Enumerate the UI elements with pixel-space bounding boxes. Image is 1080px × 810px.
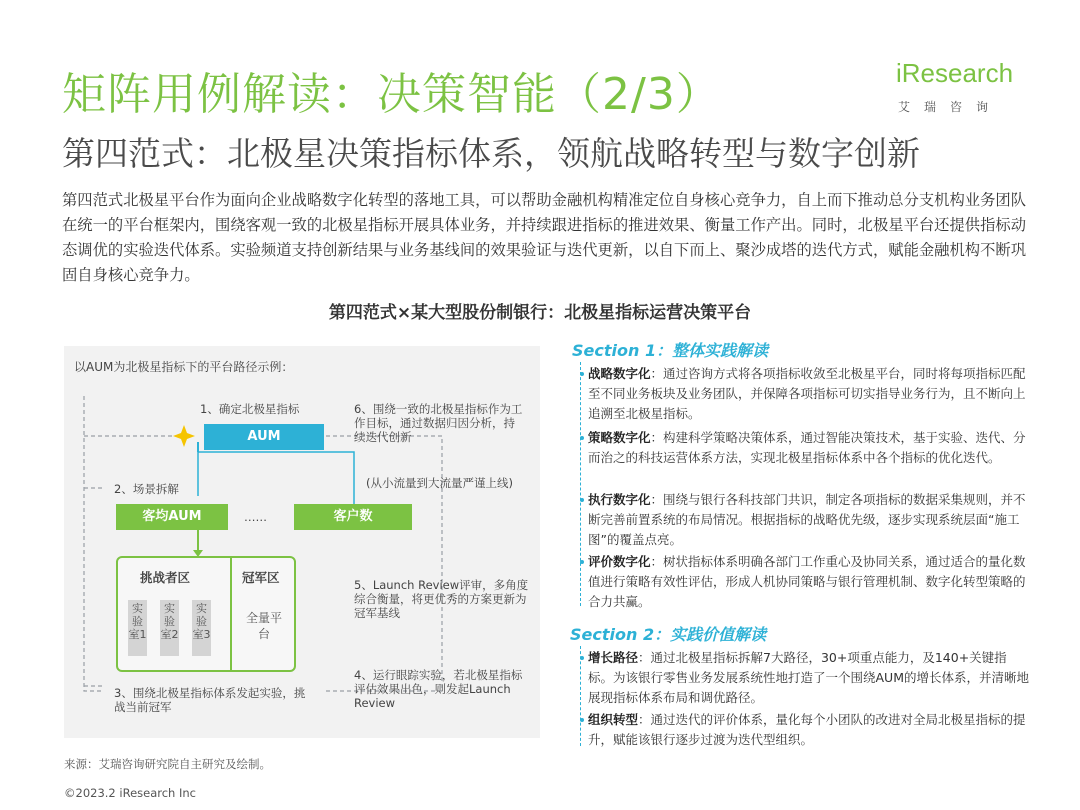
item-label: 增长路径 [588, 650, 639, 665]
step5-label: 5、Launch Review评审，多角度综合衡量，将更优秀的方案更新为冠军基线 [354, 578, 529, 620]
section1-title: Section 1：整体实践解读 [572, 341, 769, 360]
champion-zone-label: 冠军区 [242, 570, 280, 585]
page-title: 矩阵用例解读：决策智能（2/3） [62, 69, 721, 120]
aum-node: AUM [204, 424, 324, 450]
list-item [588, 648, 1030, 708]
right-loop-line [326, 436, 442, 691]
item-label: 评价数字化 [588, 554, 651, 569]
arena-box [116, 556, 296, 672]
step1-label: 1、确定北极星指标 [200, 402, 300, 416]
intro-paragraph [62, 188, 1026, 288]
source-note: 来源：艾瑞咨询研究院自主研究及绘制。 [64, 757, 271, 771]
platform-path-diagram [64, 346, 540, 738]
section1-list [588, 364, 1030, 610]
page-subtitle: 第四范式：北极星决策指标体系，领航战略转型与数字创新 [62, 134, 920, 173]
left-dashed-line [84, 396, 104, 691]
iresearch-logo [896, 58, 1026, 120]
item-label: 战略数字化 [588, 366, 651, 381]
copyright: ©2023.2 iResearch Inc [64, 786, 196, 800]
step3-label: 3、围绕北极星指标体系发起实验，挑战当前冠军 [114, 686, 306, 714]
full-platform-label: 全量平台 [245, 611, 282, 641]
customer-count-node: 客户数 [294, 504, 412, 530]
lab-3: 实验室3 [192, 600, 211, 656]
frame-title: 第四范式×某大型股份制银行：北极星指标运营决策平台 [328, 303, 752, 323]
section2-timeline [580, 646, 581, 746]
item-label: 策略数字化 [588, 430, 651, 445]
ellipsis: …… [244, 510, 267, 524]
section2-list [588, 648, 1030, 748]
list-item [588, 710, 1030, 750]
step2-label: 2、场景拆解 [114, 482, 179, 496]
item-text: ：通过咨询方式将各项指标收敛至北极星平台，同时将每项指标匹配至不同业务板块及业务团队，并保障各项指标可切实指导业务行为，且不断向上追溯至北极星指标。 [588, 366, 1026, 421]
lab-2: 实验室2 [160, 600, 179, 656]
item-text: ：围绕与银行各科技部门共识，制定各项指标的数据采集规则，并不断完善前置系统的布局情况。根据指标的战略优先级，逐步实现系统层面“施工图”的覆盖点亮。 [588, 492, 1026, 547]
item-label: 组织转型 [588, 712, 639, 727]
challenger-zone-label: 挑战者区 [140, 570, 191, 585]
logo-brand: iResearch [896, 58, 1014, 88]
list-item [588, 552, 1030, 612]
list-item [588, 490, 1030, 550]
list-item [588, 364, 1030, 424]
intro-text: 第四范式北极星平台作为面向企业战略数字化转型的落地工具，可以帮助金融机构精准定位自身核心竞争力，自上而下推动总分支机构业务团队在统一的平台框架内，围绕客观一致的北极星指标开展具体业务，并持续跟进指标的推进效果、衡量工作产出。同时，北极星平台还提供指标动态调优的实验迭代体系。实验频道支持创新结果与业务基线间的效果验证与迭代更新，以自下而上、聚沙成塔的迭代方式，赋能金融机构不断巩固自身核心竞争力。 [62, 191, 1026, 284]
logo-sub: 艾瑞咨询 [898, 100, 1003, 114]
item-text: ：通过迭代的评价体系，量化每个小团队的改进对全局北极星指标的提升，赋能该银行逐步过渡为迭代型组织。 [588, 712, 1026, 747]
small-to-large-label: (从小流量到大流量严谨上线) [366, 476, 513, 490]
split-lines [198, 452, 354, 504]
diagram-caption: 以AUM为北极星指标下的平台路径示例： [74, 360, 294, 374]
item-text: ：通过北极星指标拆解7大路径，30+项重点能力，及140+关键指标。为该银行零售业务发展系统性地打造了一个围绕AUM的增长体系，并清晰地展现指标体系布局和调优路径。 [588, 650, 1029, 705]
step4-label: 4、运行眼踪实验，若北极星指标评估效果出色，则发起Launch Review [354, 668, 523, 710]
list-item [588, 428, 1030, 468]
section2-title: Section 2：实践价值解读 [570, 625, 767, 644]
item-text: ：构建科学策略决策体系，通过智能决策技术，基于实验、迭代、分而治之的科技运营体系方法，实现北极星指标体系中各个指标的优化迭代。 [588, 430, 1026, 465]
item-text: ：树状指标体系明确各部门工作重心及协同关系，通过适合的量化数值进行策略有效性评估，形成人机协同策略与银行管理机制、数字化转型策略的合力共赢。 [588, 554, 1026, 609]
step6-label: 6、围绕一致的北极星指标作为工作目标，通过数据归因分析，持续迭代创新 [354, 402, 523, 444]
lab-1: 实验室1 [128, 600, 147, 656]
section1-timeline [580, 362, 581, 606]
arena-divider [230, 558, 232, 670]
item-label: 执行数字化 [588, 492, 651, 507]
avg-aum-node: 客均AUM [116, 504, 228, 530]
star-icon [172, 424, 196, 448]
